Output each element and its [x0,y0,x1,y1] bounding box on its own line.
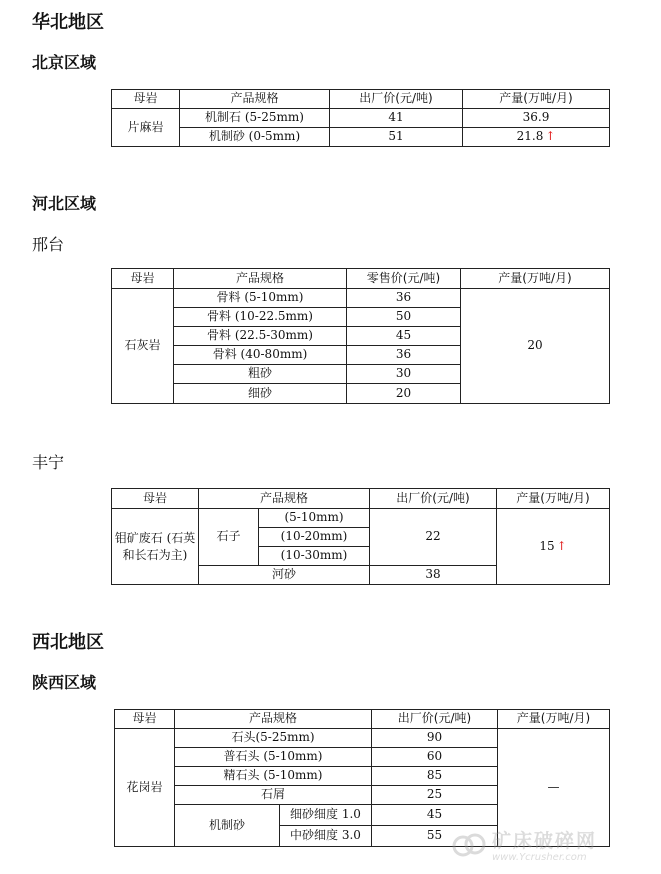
price-cell: 60 [372,748,498,767]
table-header-row [115,710,610,729]
spec-cell: 骨料 (40-80mm) [174,346,347,365]
header-price: 出厂价(元/吨) [370,489,497,509]
price-cell: 30 [347,365,461,384]
spec-cell: 骨料 (10-22.5mm) [174,308,347,327]
table-row [112,128,610,147]
output-cell: 20 [461,289,610,404]
output-value: 21.8 [516,129,544,144]
output-cell: 36.9 [463,109,610,128]
watermark-logo-icon [452,830,486,860]
spec-cell: 粗砂 [174,365,347,384]
table-header-row [112,90,610,109]
output-value: 15 [539,538,555,553]
price-cell: 22 [370,509,497,566]
header-output: 产量(万吨/月) [463,90,610,109]
size-cell: (5-10mm) [259,509,370,528]
spec-cell: 细砂 [174,384,347,404]
spec-cell: 机制砂 (0-5mm) [180,128,330,147]
header-spec: 产品规格 [180,90,330,109]
fengning-price-table [111,488,610,585]
price-cell: 36 [347,289,461,308]
header-price: 出厂价(元/吨) [372,710,498,729]
table-row [115,729,610,748]
price-cell: 45 [372,805,498,826]
spec-cell: 石屑 [175,786,372,805]
rock-cell: 花岗岩 [115,729,175,847]
sand-cell: 河砂 [199,566,370,585]
header-rock: 母岩 [112,90,180,109]
header-spec: 产品规格 [174,269,347,289]
area-title-shaanxi: 陕西区域 [32,673,97,692]
spec-cell: 骨料 (5-10mm) [174,289,347,308]
price-cell: 50 [347,308,461,327]
price-cell: 51 [330,128,463,147]
beijing-price-table [111,89,610,147]
table-row [112,509,610,528]
rock-cell: 石灰岩 [112,289,174,404]
up-arrow-icon: ↑ [545,129,556,144]
price-cell: 55 [372,826,498,847]
header-output: 产量(万吨/月) [497,489,610,509]
spec-cell: 骨料 (22.5-30mm) [174,327,347,346]
watermark-url: www.Ycrusher.com [492,852,587,863]
header-rock: 母岩 [112,269,174,289]
spec-cell: 机制石 (5-25mm) [180,109,330,128]
header-rock: 母岩 [115,710,175,729]
xingtai-price-table [111,268,610,404]
output-cell: — [498,729,610,847]
header-spec: 产品规格 [199,489,370,509]
price-cell: 38 [370,566,497,585]
city-title-xingtai: 邢台 [32,235,65,254]
rock-cell: 片麻岩 [112,109,180,147]
table-header-row [112,269,610,289]
header-output: 产量(万吨/月) [461,269,610,289]
table-row [112,109,610,128]
area-title-hebei: 河北区域 [32,194,97,213]
price-cell: 90 [372,729,498,748]
output-cell [497,509,610,585]
price-cell: 85 [372,767,498,786]
city-title-fengning: 丰宁 [32,453,65,472]
area-title-beijing: 北京区域 [32,53,97,72]
region-title-north: 华北地区 [32,12,104,33]
output-cell [463,128,610,147]
price-cell: 45 [347,327,461,346]
price-cell: 36 [347,346,461,365]
header-spec: 产品规格 [175,710,372,729]
header-rock: 母岩 [112,489,199,509]
table-header-row [112,489,610,509]
watermark-name: 矿床破碎网 [492,830,598,852]
size-cell: (10-20mm) [259,528,370,547]
spec-cell: 细砂细度 1.0 [280,805,372,826]
price-cell: 20 [347,384,461,404]
spec-cell: 精石头 (5-10mm) [175,767,372,786]
price-cell: 41 [330,109,463,128]
table-row [112,289,610,308]
group-cell: 石子 [199,509,259,566]
spec-cell: 普石头 (5-10mm) [175,748,372,767]
watermark [452,826,652,870]
up-arrow-icon: ↑ [556,538,567,553]
sand-group-cell: 机制砂 [175,805,280,847]
header-price: 出厂价(元/吨) [330,90,463,109]
spec-cell: 石头(5-25mm) [175,729,372,748]
region-title-northwest: 西北地区 [32,632,104,653]
rock-cell: 钼矿废石 (石英和长石为主) [112,509,199,585]
spec-cell: 中砂细度 3.0 [280,826,372,847]
price-cell: 25 [372,786,498,805]
size-cell: (10-30mm) [259,547,370,566]
header-price: 零售价(元/吨) [347,269,461,289]
header-output: 产量(万吨/月) [498,710,610,729]
